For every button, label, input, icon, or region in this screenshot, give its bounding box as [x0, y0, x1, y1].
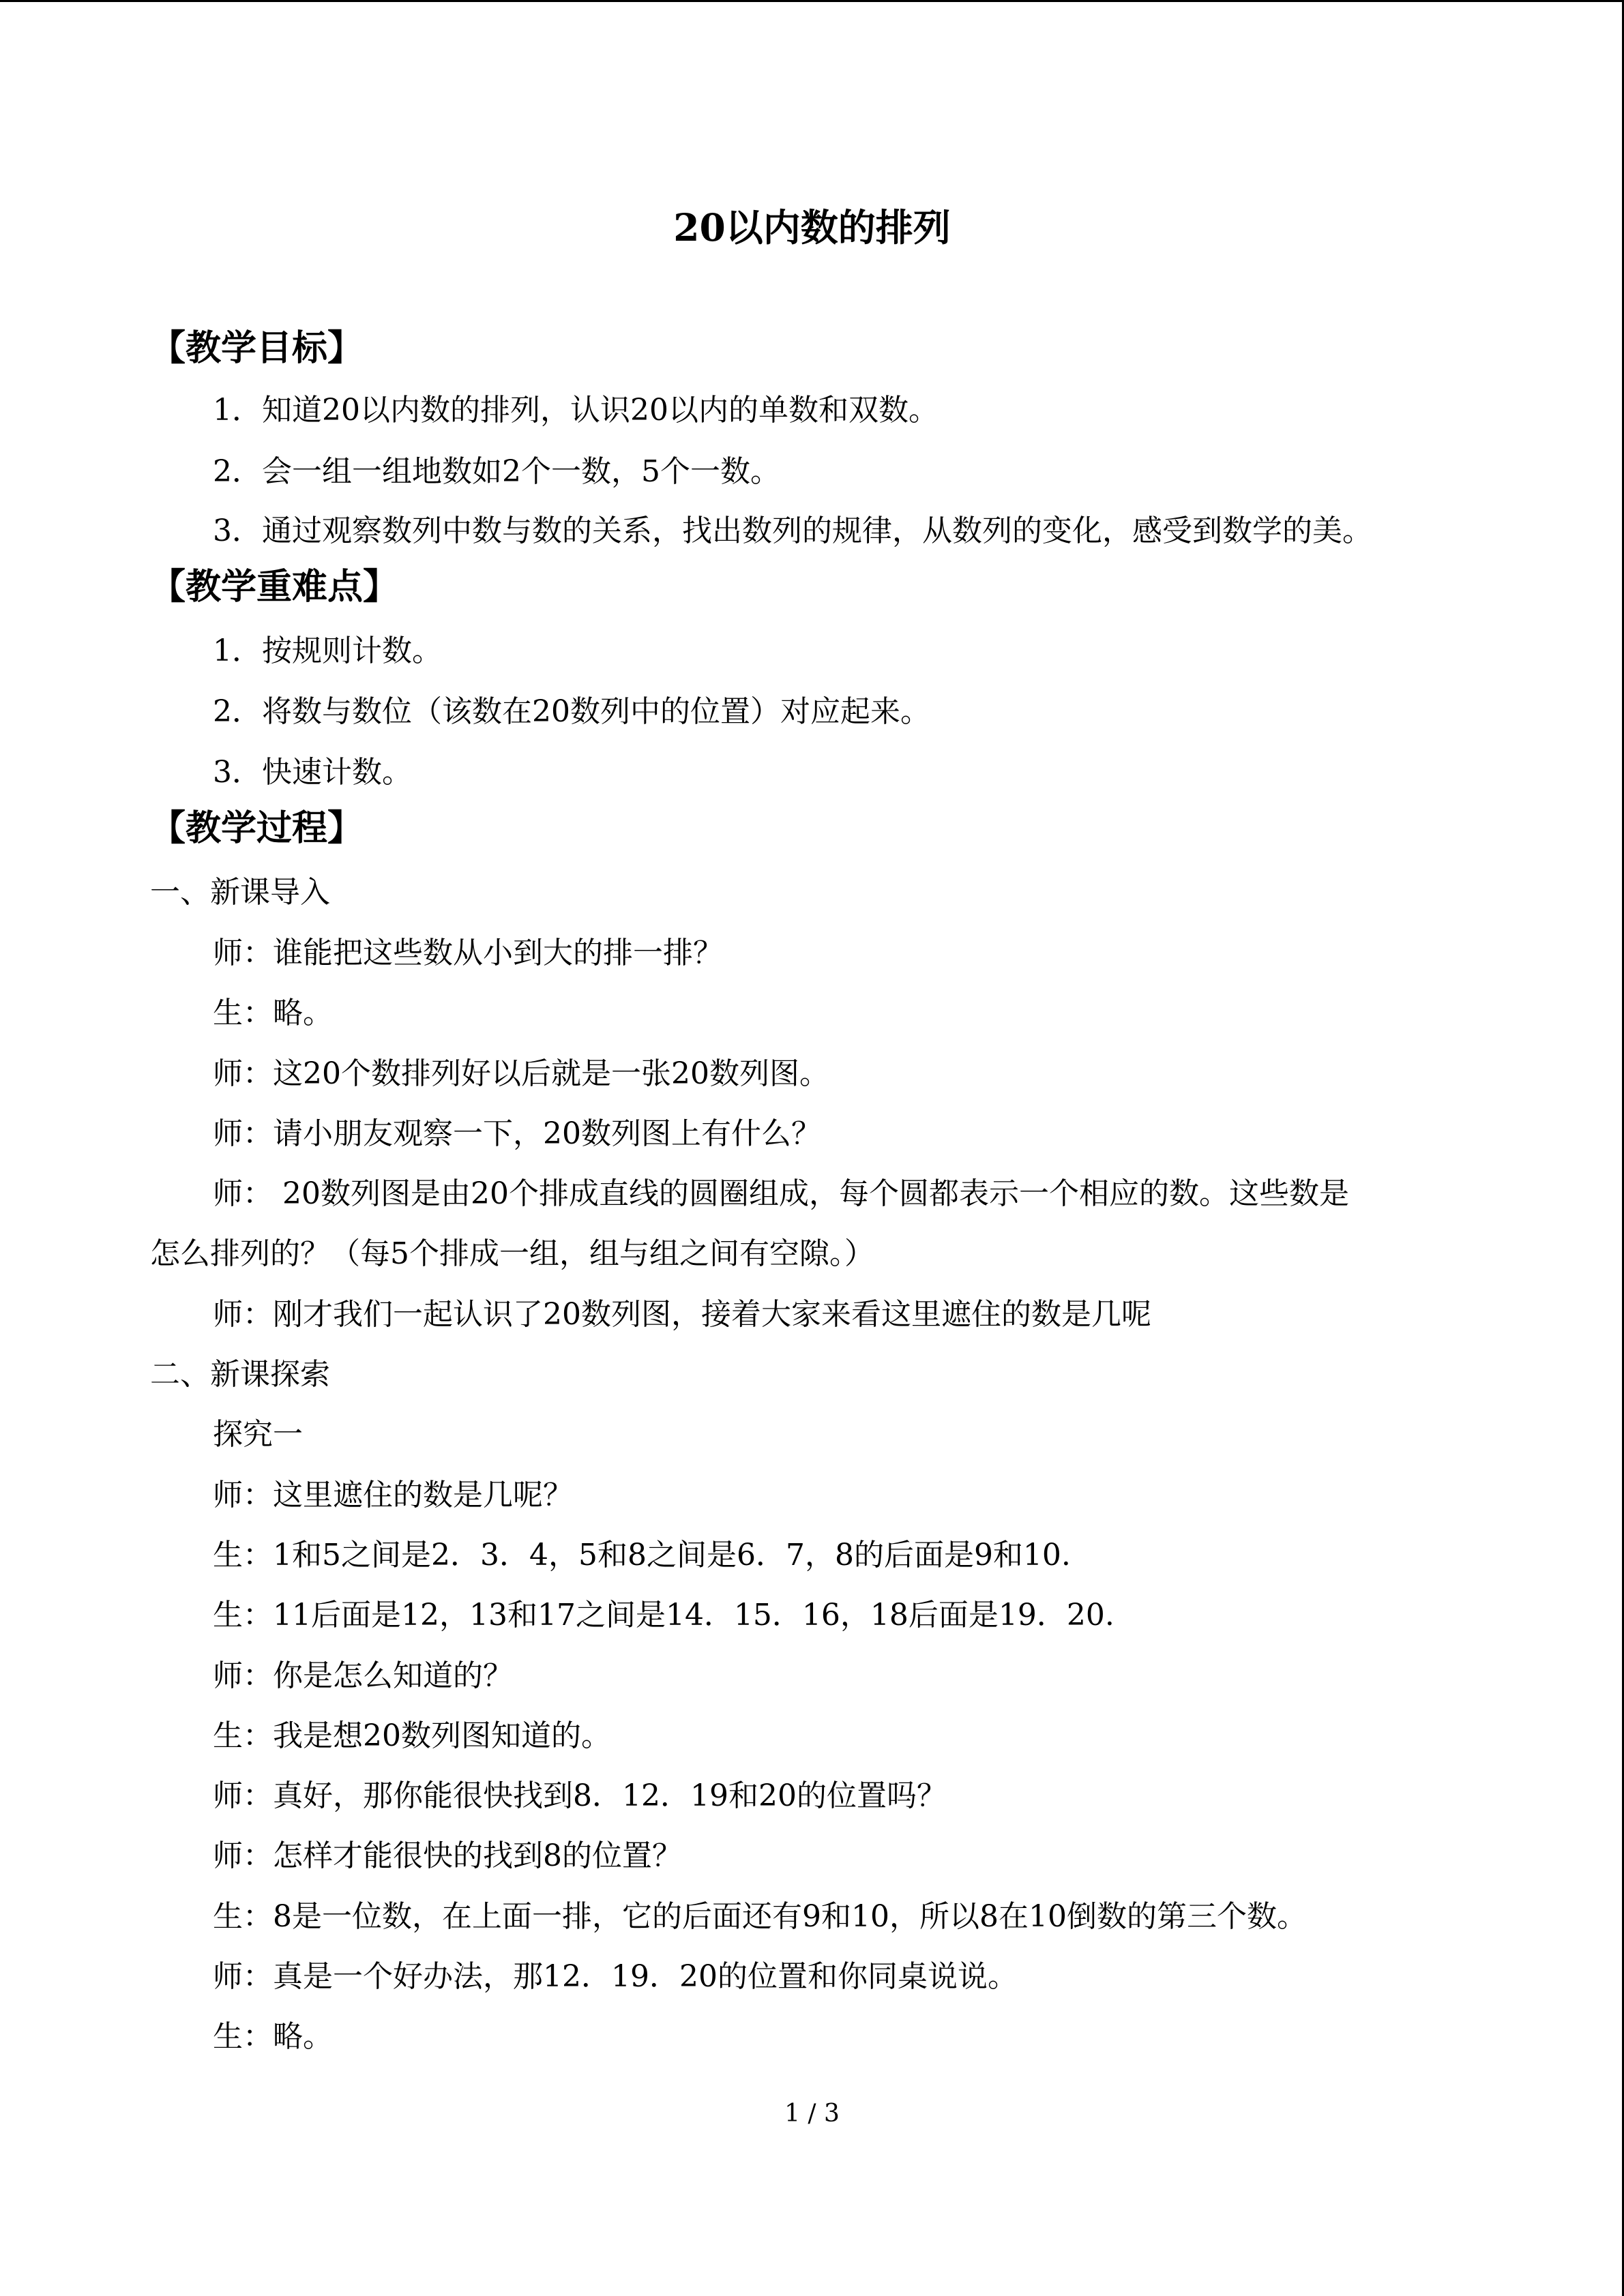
objective-item-2: 2．会一组一组地数如2个一数，5个一数。	[213, 454, 780, 489]
part2-line: 生：我是想20数列图知道的。	[213, 1718, 611, 1753]
part2-line: 师：你是怎么知道的？	[213, 1658, 513, 1693]
part1-line: 师：这20个数排列好以后就是一张20数列图。	[213, 1056, 829, 1091]
part2-line: 师：这里遮住的数是几呢？	[213, 1478, 573, 1512]
document-title: 20以内数的排列	[673, 205, 951, 250]
part2-line: 生：11后面是12，13和17之间是14．15．16，18后面是19．20.	[213, 1598, 1114, 1632]
objectives-heading: 【教学目标】	[150, 327, 364, 369]
part2-line: 师：真是一个好办法，那12．19．20的位置和你同桌说说。	[213, 1959, 1018, 1994]
part1-title: 一、新课导入	[150, 875, 330, 910]
part1-line: 师：刚才我们一起认识了20数列图，接着大家来看这里遮住的数是几呢	[213, 1297, 1151, 1332]
part1-line: 师： 20数列图是由20个排成直线的圆圈组成，每个圆都表示一个相应的数。这些数是	[213, 1176, 1349, 1211]
part2-line: 生：1和5之间是2．3．4，5和8之间是6．7，8的后面是9和10.	[213, 1538, 1071, 1572]
page-number: 1 / 3	[784, 2100, 840, 2128]
part1-line: 生：略。	[213, 996, 333, 1030]
page-border-top	[0, 0, 1624, 2]
part1-line-continuation: 怎么排列的？（每5个排成一组，组与组之间有空隙。）	[150, 1236, 874, 1271]
key-point-item-2: 2．将数与数位（该数在20数列中的位置）对应起来。	[213, 694, 930, 729]
part2-title: 二、新课探索	[150, 1357, 330, 1392]
part2-line: 生：8是一位数，在上面一排，它的后面还有9和10，所以8在10倒数的第三个数。	[213, 1899, 1307, 1934]
part1-line: 师：谁能把这些数从小到大的排一排？	[213, 936, 723, 970]
key-point-item-3: 3．快速计数。	[213, 755, 412, 790]
objective-item-1: 1．知道20以内数的排列，认识20以内的单数和双数。	[213, 393, 939, 428]
part2-line: 生：略。	[213, 2019, 333, 2054]
part2-line: 师：真好，那你能很快找到8．12．19和20的位置吗？	[213, 1778, 947, 1813]
objective-item-3: 3．通过观察数列中数与数的关系，找出数列的规律，从数列的变化，感受到数学的美。	[213, 513, 1372, 548]
key-point-item-1: 1．按规则计数。	[213, 633, 442, 668]
part2-line: 探究一	[213, 1417, 303, 1452]
part1-line: 师：请小朋友观察一下，20数列图上有什么？	[213, 1116, 821, 1151]
part2-line: 师：怎样才能很快的找到8的位置？	[213, 1838, 682, 1873]
key-points-heading: 【教学重难点】	[150, 566, 399, 608]
process-heading: 【教学过程】	[150, 807, 364, 849]
